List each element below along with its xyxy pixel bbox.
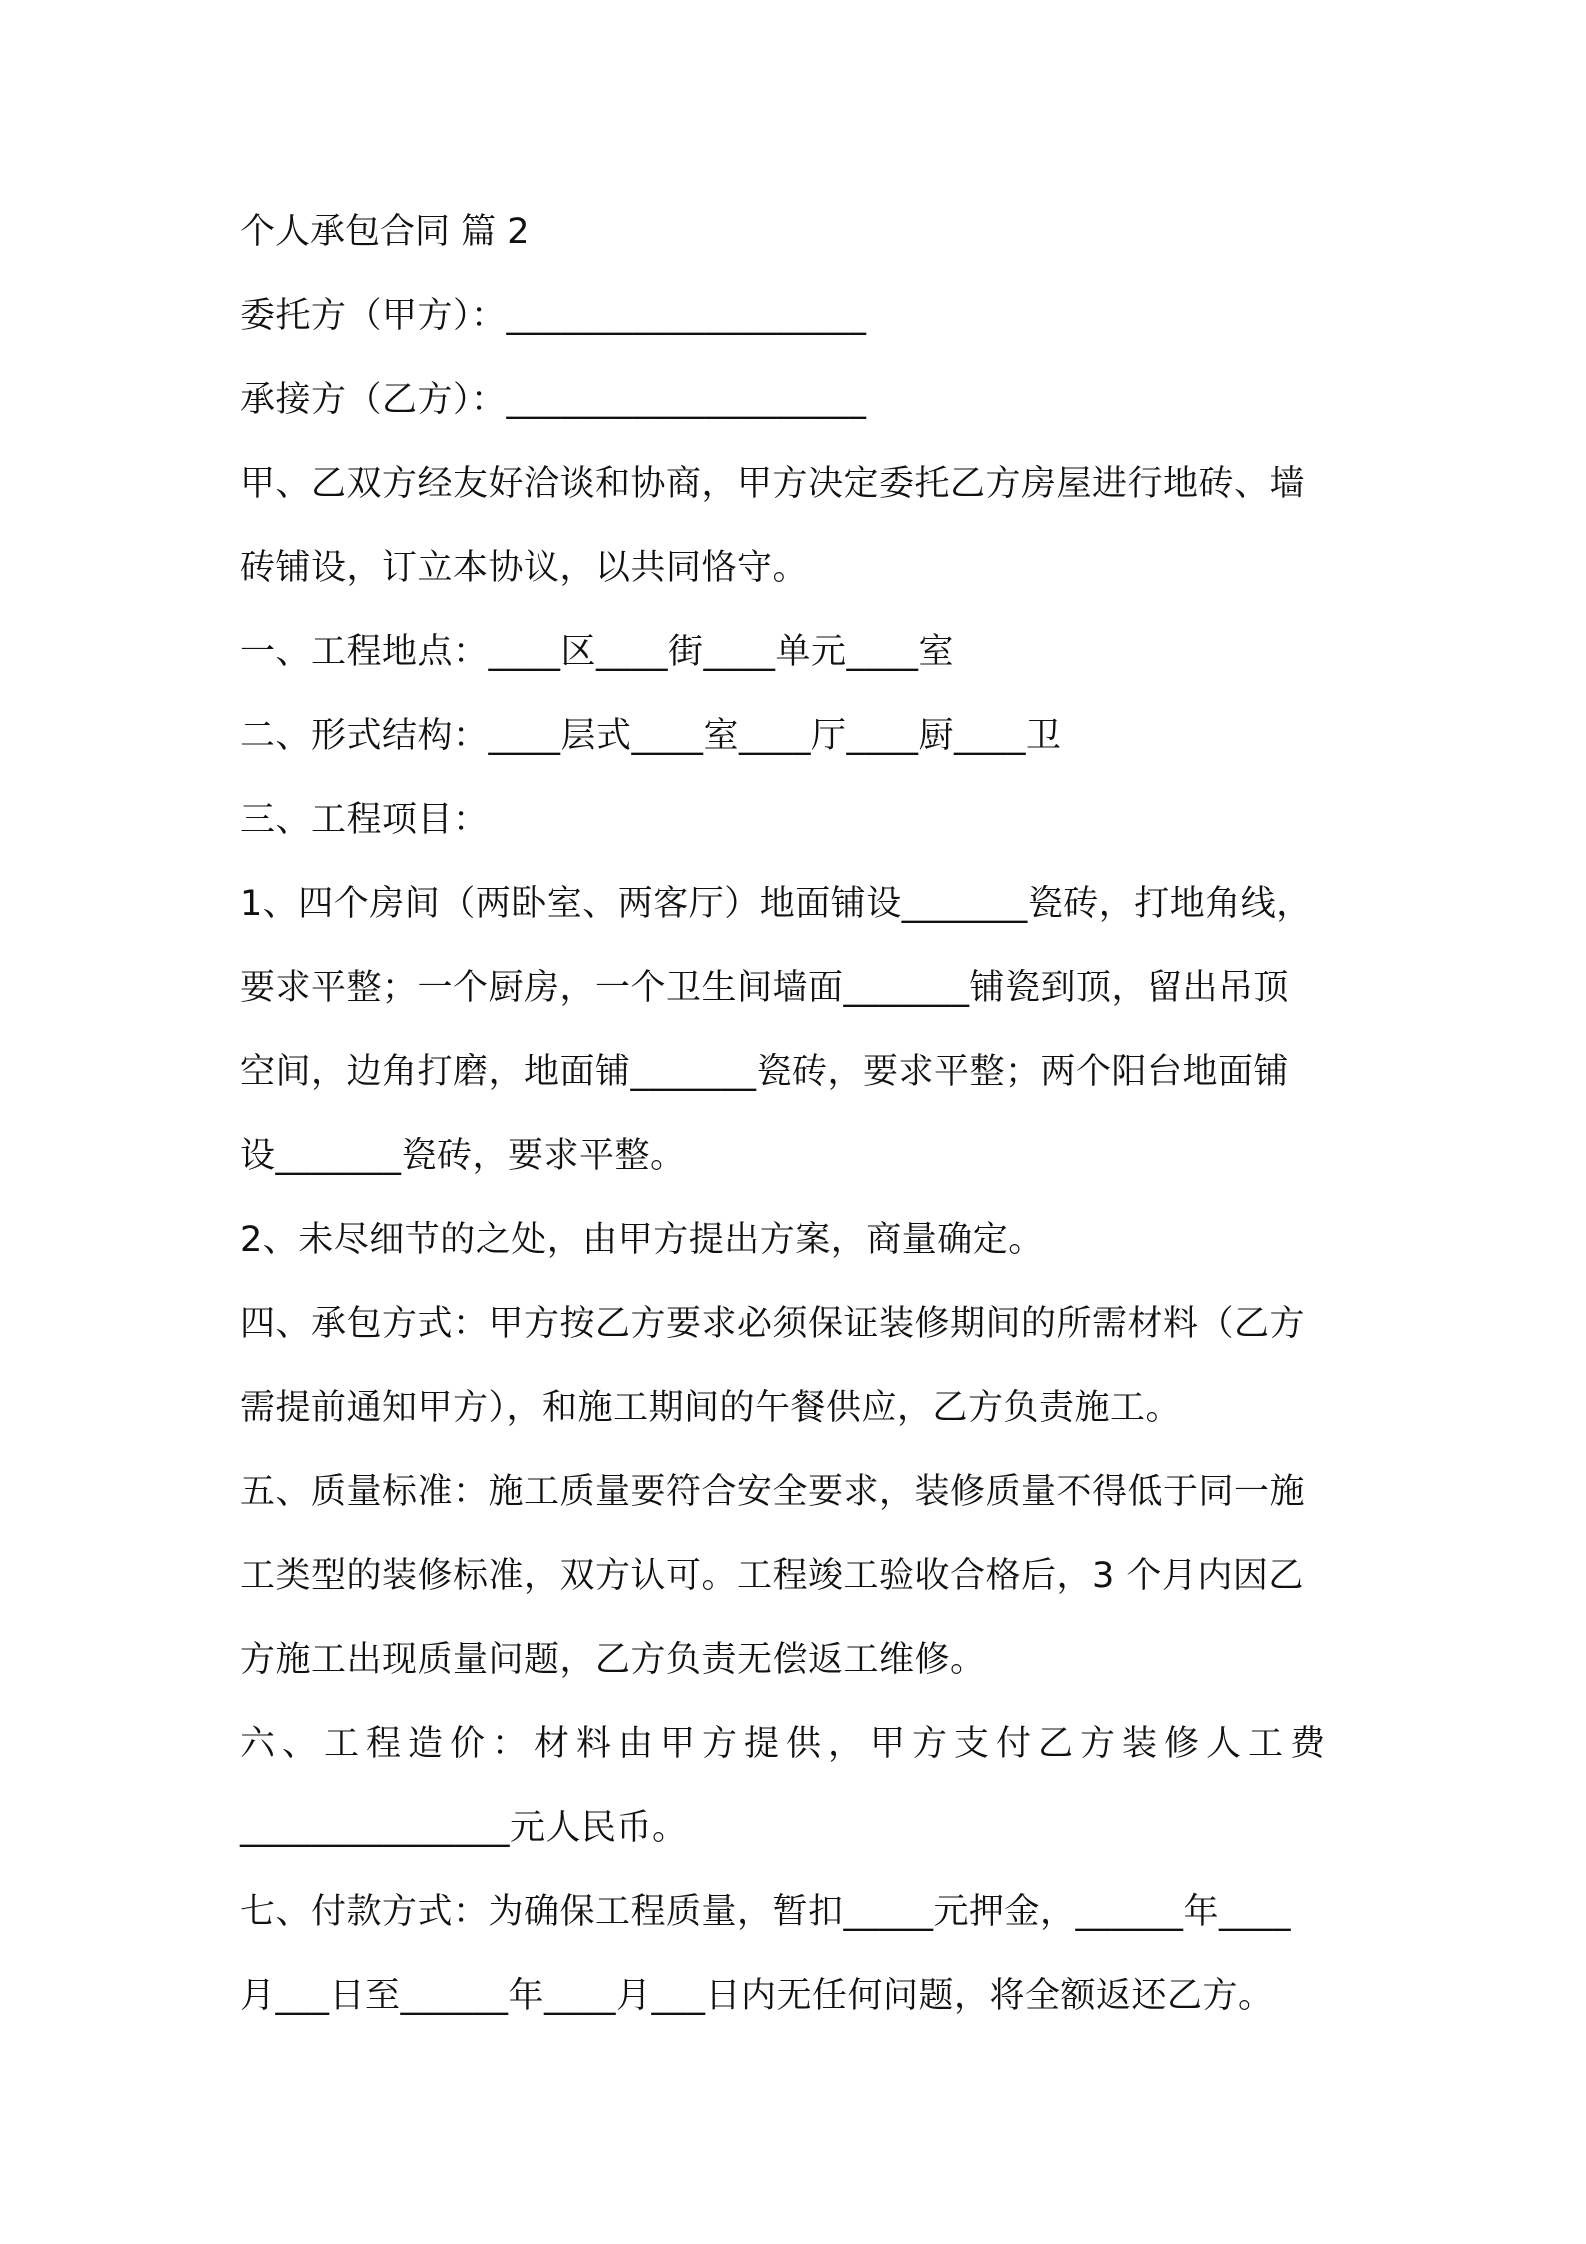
- section-location: 一、工程地点：____区____街____单元____室: [240, 632, 955, 672]
- section-payment-line-2: 月___日至______年____月___日内无任何问题，将全额返还乙方。: [240, 1976, 1274, 2016]
- section-items-heading: 三、工程项目：: [240, 800, 489, 840]
- section-structure: 二、形式结构：____层式____室____厅____厨____卫: [240, 716, 1062, 756]
- section-cost-line-2: _______________元人民币。: [240, 1808, 688, 1848]
- item-1-line-1: 1、四个房间（两卧室、两客厅）地面铺设_______瓷砖，打地角线，: [240, 884, 1312, 924]
- preamble-line-1: 甲、乙双方经友好洽谈和协商，甲方决定委托乙方房屋进行地砖、墙: [240, 464, 1306, 504]
- preamble-line-2: 砖铺设，订立本协议，以共同恪守。: [240, 548, 809, 588]
- item-1-line-2: 要求平整；一个厨房，一个卫生间墙面_______铺瓷到顶，留出吊顶: [240, 968, 1290, 1008]
- item-1-line-4: 设_______瓷砖，要求平整。: [240, 1136, 686, 1176]
- section-quality-line-1: 五、质量标准：施工质量要符合安全要求，装修质量不得低于同一施: [240, 1472, 1306, 1512]
- section-payment-line-1: 七、付款方式：为确保工程质量，暂扣_____元押金，______年____: [240, 1892, 1292, 1932]
- party-a-line: 委托方（甲方）：____________________: [240, 296, 867, 336]
- item-1-line-3: 空间，边角打磨，地面铺_______瓷砖，要求平整；两个阳台地面铺: [240, 1052, 1290, 1092]
- party-b-line: 承接方（乙方）：____________________: [240, 380, 867, 420]
- contract-page: [240, 190, 1360, 2038]
- section-cost-line-1: 六、工程造价：材料由甲方提供，甲方支付乙方装修人工费: [240, 1724, 1333, 1764]
- section-contract-mode-line-1: 四、承包方式：甲方按乙方要求必须保证装修期间的所需材料（乙方: [240, 1304, 1306, 1344]
- document-title: 个人承包合同 篇 2: [240, 212, 530, 252]
- section-contract-mode-line-2: 需提前通知甲方），和施工期间的午餐供应，乙方负责施工。: [240, 1388, 1182, 1428]
- section-quality-line-3: 方施工出现质量问题，乙方负责无偿返工维修。: [240, 1640, 986, 1680]
- item-2-line: 2、未尽细节的之处，由甲方提出方案，商量确定。: [240, 1220, 1044, 1260]
- section-quality-line-2: 工类型的装修标准，双方认可。工程竣工验收合格后，3 个月内因乙: [240, 1556, 1304, 1596]
